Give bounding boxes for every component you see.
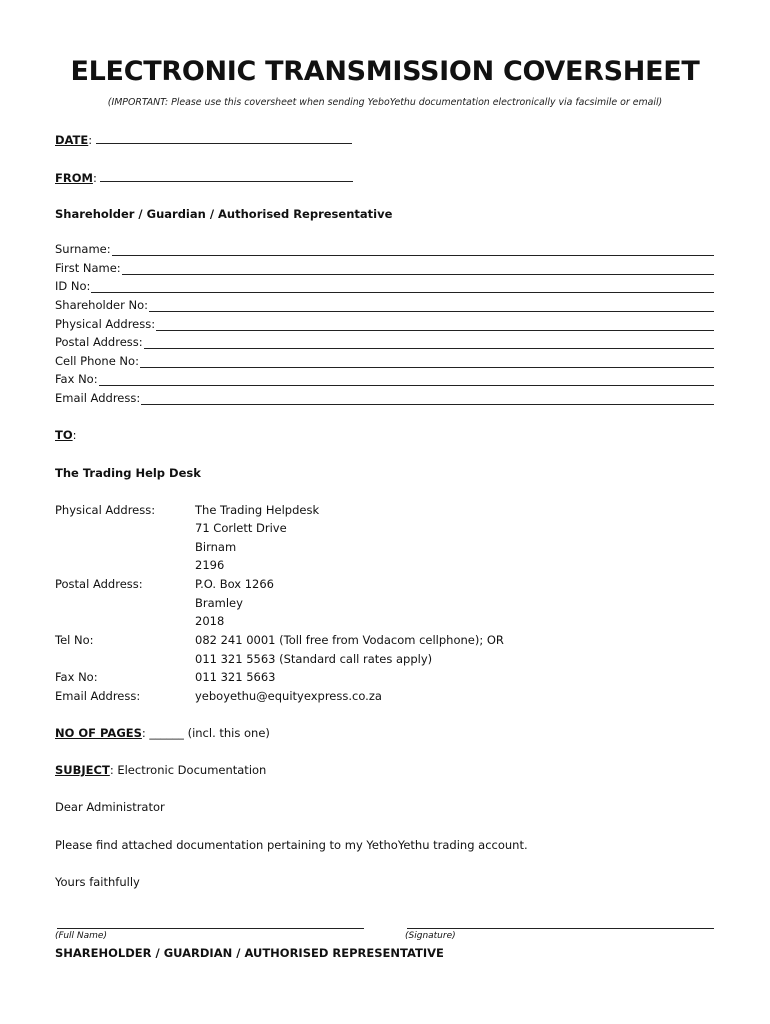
- physical-line: Birnam: [195, 540, 237, 554]
- field-blank[interactable]: [140, 356, 714, 368]
- physical-line: 2196: [195, 558, 225, 572]
- shareholder-section-heading: Shareholder / Guardian / Authorised Representative: [55, 207, 393, 221]
- field-label: Surname:: [55, 242, 111, 256]
- subject-row: [55, 763, 266, 777]
- postal-line: 2018: [195, 614, 225, 628]
- physical-line: 71 Corlett Drive: [195, 521, 287, 535]
- body-text: Please find attached documentation pertaining to my YethoYethu trading account.: [55, 838, 528, 852]
- tel-line: 011 321 5563 (Standard call rates apply): [195, 652, 433, 666]
- from-colon: :: [92, 171, 101, 185]
- tel-line: 082 241 0001 (Toll free from Vodacom cellphone); OR: [195, 633, 504, 647]
- to-colon: :: [72, 428, 77, 442]
- pages-colon: :: [141, 726, 150, 740]
- email-label: Email Address:: [55, 689, 141, 703]
- field-row-fax[interactable]: [55, 372, 714, 386]
- fax-label: Fax No:: [55, 670, 98, 684]
- field-label: Email Address:: [55, 391, 141, 405]
- pages-note: (incl. this one): [187, 726, 270, 740]
- subject-value: Electronic Documentation: [117, 763, 267, 777]
- fax-value: 011 321 5663: [195, 670, 276, 684]
- closing: Yours faithfully: [55, 875, 140, 889]
- subject-label: SUBJECT: [55, 763, 110, 777]
- field-blank[interactable]: [144, 337, 714, 349]
- postal-line: Bramley: [195, 596, 243, 610]
- field-row-cell-phone[interactable]: [55, 354, 714, 368]
- field-row-id-no[interactable]: [55, 279, 714, 293]
- field-row-shareholder-no[interactable]: [55, 298, 714, 312]
- field-blank[interactable]: [99, 374, 714, 386]
- from-blank[interactable]: [100, 169, 353, 182]
- subject-colon: :: [109, 763, 118, 777]
- document-subtitle: (IMPORTANT: Please use this coversheet when sending YeboYethu documentation electronically via facsimile or email): [107, 97, 663, 108]
- field-blank[interactable]: [156, 319, 714, 331]
- field-row-surname[interactable]: [55, 242, 714, 256]
- to-row: [55, 428, 77, 442]
- from-row: [55, 169, 353, 185]
- from-label: FROM: [55, 171, 93, 185]
- to-label: TO: [55, 428, 73, 442]
- field-label: Cell Phone No:: [55, 354, 139, 368]
- physical-address-label: Physical Address:: [55, 503, 156, 517]
- physical-line: The Trading Helpdesk: [195, 503, 320, 517]
- signature-line[interactable]: [407, 928, 714, 929]
- field-label: Fax No:: [55, 372, 98, 386]
- pages-label: NO OF PAGES: [55, 726, 142, 740]
- field-blank[interactable]: [91, 281, 714, 293]
- helpdesk-title: The Trading Help Desk: [55, 466, 201, 480]
- full-name-line[interactable]: [57, 928, 364, 929]
- date-blank[interactable]: [96, 131, 352, 144]
- field-row-postal-address[interactable]: [55, 335, 714, 349]
- date-colon: :: [88, 133, 96, 147]
- salutation: Dear Administrator: [55, 800, 165, 814]
- field-row-physical-address[interactable]: [55, 317, 714, 331]
- signature-caption: (Signature): [405, 931, 456, 941]
- field-label: ID No:: [55, 279, 91, 293]
- field-blank[interactable]: [149, 300, 714, 312]
- field-blank[interactable]: [112, 244, 714, 256]
- field-label: Physical Address:: [55, 317, 156, 331]
- field-label: Postal Address:: [55, 335, 143, 349]
- date-label: DATE: [55, 133, 89, 147]
- field-blank[interactable]: [122, 263, 714, 275]
- footer-role: SHAREHOLDER / GUARDIAN / AUTHORISED REPRESENTATIVE: [55, 946, 444, 960]
- date-row: [55, 131, 352, 147]
- field-label: First Name:: [55, 261, 121, 275]
- field-row-first-name[interactable]: [55, 261, 714, 275]
- document-title: ELECTRONIC TRANSMISSION COVERSHEET: [70, 56, 700, 87]
- field-row-email[interactable]: [55, 391, 714, 405]
- field-label: Shareholder No:: [55, 298, 148, 312]
- full-name-caption: (Full Name): [55, 931, 107, 941]
- pages-blank[interactable]: ______: [149, 726, 184, 740]
- pages-row: [55, 726, 270, 740]
- tel-label: Tel No:: [55, 633, 94, 647]
- postal-address-label: Postal Address:: [55, 577, 143, 591]
- field-blank[interactable]: [141, 393, 714, 405]
- postal-line: P.O. Box 1266: [195, 577, 274, 591]
- email-value[interactable]: yeboyethu@equityexpress.co.za: [195, 689, 382, 703]
